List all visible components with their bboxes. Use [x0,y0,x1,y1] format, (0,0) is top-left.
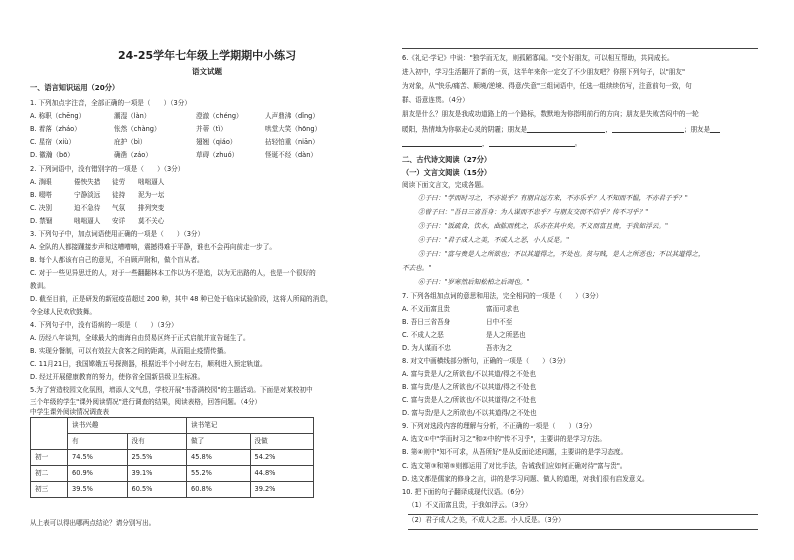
q6-line-5: 朋友是什么？朋友是我成功道路上的一个路标，数默地为你指明前行的方向；朋友是失败苦闷中的一轮 [402,110,699,118]
table-cell: 39.1% [127,466,187,482]
question-5: 5.为了营造校园文化氛围，增添人文气息，学校开展"书香满校园"的主题活动。下面是对某校初中 [30,386,313,394]
q2-d-2: 咄咄逼人 [74,217,101,225]
exam-title: 24-25学年七年级上学期期中小练习 [118,49,297,62]
answer-blank[interactable] [612,125,684,133]
table-col-header: 没有 [127,434,187,450]
q6-line-7 [402,139,581,147]
exam-subtitle: 语文试题 [192,67,222,76]
classical-text-5: ⑤子曰："富与贵是人之所欲也；不以其道得之，不处也。贫与贱，是人之所恶也；不以其道得之， [418,250,705,258]
q6-comma: ， [605,125,612,134]
section-heading-1: 一、语言知识运用（20分） [30,83,120,92]
q2-d-1: D. 禁锢 [30,217,53,225]
q1-b-2: 怅然（chàng） [114,125,161,133]
q2-c-3: 气氛 [112,204,126,212]
question-10: 10. 把下面的句子翻译成现代汉语。（6分） [402,488,528,496]
question-5-cont: 三个年级的学生"课外阅读情况"进行调查的结果，阅读表格，回答问题。（4分） [30,398,262,406]
q10-part-1: （1）不义而富且贵，于我如浮云。（3分） [408,501,532,509]
answer-blank[interactable] [489,139,575,147]
q3-option-c: C. 对于一些见异思迁的人，对于一些翻翻林本工作以为不是追，以为无出路的人，也是一个很好的 [30,269,316,277]
q2-d-4: 莫不关心 [138,217,165,225]
table-group-notes: 读书笔记 [187,418,314,434]
q4-option-c: C. 11月21日，我国嫦娥五号探测器，根据近半个小时左右，顺利进入预定轨道。 [30,360,267,368]
q1-a-1: A. 称职（chēng） [30,112,86,120]
q1-a-4: 人声鼎沸（dǐng） [265,112,319,120]
q6-text-2: ；朋友是 [683,125,711,134]
table-caption: 中学生课外阅读情况调查表 [30,408,110,416]
table-question: 从上表可以得出哪两点结论？请分别写出。 [30,519,156,527]
classical-text-4: ④子曰："君子成人之美，不成人之恶，小人反是。" [418,236,570,244]
classical-text-5-cont: 不去也。" [402,264,432,272]
q2-b-3: 徒持 [112,191,126,199]
q4-option-a: A. 历经八年谈判，全球最大的南海自由贸易区终于正式启航并宣告诞生了。 [30,334,250,342]
q3-option-d-cont: 令全球人民欢欣鼓舞。 [30,308,96,316]
q4-option-b: B. 实现分餐制，可以有效拉大食客之间的距离，从而阻止疫情传播。 [30,347,230,355]
q1-d-2: 确凿（záo） [114,151,152,159]
q1-d-1: D. 徽瀚（bō） [30,151,74,159]
table-row-header: 初一 [31,450,68,466]
classical-text-1: ①子曰："学而时习之，不亦说乎？有朋自远方来，不亦乐乎？人不知而不愠，不亦君子乎？" [418,194,688,202]
q2-a-4: 咄咄逼人 [138,178,165,186]
q1-b-3: 并蒂（tì） [196,125,227,133]
q6-comma-2: ， [482,139,489,148]
q8-option-d: D. 富与贵/是人之所欲也/不以其道得/之不处也 [402,409,537,417]
table-cell: 25.5% [127,450,187,466]
table-subheader-row [31,434,314,450]
section-heading-2: 二、古代诗文阅读（27分） [402,155,492,164]
q6-period: 。 [574,139,582,148]
table-col-header: 做了 [187,434,251,450]
q7-c-2: 是人之所恶也 [486,331,526,339]
subsection-heading: （一）文言文阅读（15分） [402,168,492,177]
q1-b-4: 哄堂大笑（hōng） [265,125,322,133]
q3-option-a: A. 全队的人都接踵接步声和这嘈嘈响，震撼得难于平静，谁也不会再向前走一步了。 [30,243,276,251]
q6-line-1: 6.《礼记·学记》中说："独学而无友，则孤陋寡闻。"交个好朋友，可以相互帮助，共同成长。 [402,54,674,62]
question-1: 1. 下列加点字注音，全部正确的一项是（ ）（3分） [30,99,191,107]
table-group-interest: 读书兴趣 [68,418,187,434]
answer-line[interactable] [408,514,758,515]
q1-d-3: 草碍（zhuó） [196,151,239,159]
q9-option-a: A. 选文①中"学而时习之"和②中的"传不习乎"，主要讲的是学习方法。 [402,435,606,443]
q1-c-2: 庇护（bì） [114,138,147,146]
q3-option-d: D. 截至目前，正是研发的新冠疫苗超过 200 种，其中 48 种已处于临床试验阶段，这将人所闻的消息， [30,295,333,303]
q2-d-3: 安详 [112,217,126,225]
answer-blank[interactable] [402,139,482,147]
q6-line-4: 群、语意连贯。（4分） [402,96,469,104]
q8-option-b: B. 富与贵/是人之所欲也/不以其道/得之不处也 [402,383,537,391]
q1-a-3: 澄澈（chéng） [196,112,243,120]
q9-option-b: B. 第④则中"知不可求，从吾所好"是从反面论述问题，主要讲的是学习态度。 [402,448,628,456]
table-cell: 60.5% [127,482,187,498]
q7-d-1: D. 为人谋而不忠 [402,344,451,352]
q7-c-1: C. 不成人之恶 [402,331,444,339]
q6-line-2: 进入初中，学习生活翻开了新的一页，这半年来你一定交了不少朋友吧？你照下列句子，以"朋友" [402,68,686,76]
question-7: 7. 下列各组加点词的意思和用法，完全相同的一项是（ ）（3分） [402,292,603,300]
q6-text: 暖阳，热情地为你驱走心灵的阴霾；朋友是 [402,125,528,134]
q7-b-1: B. 吾日三省吾身 [402,318,451,326]
q7-d-2: 吾亦为之 [486,344,513,352]
classical-text-3: ③子曰："饭疏食，饮水，曲肱而枕之，乐亦在其中矣。不义而富且贵，于我如浮云。" [418,222,669,230]
answer-line[interactable] [408,529,758,530]
q1-a-2: 潮湿（làn） [114,112,151,120]
question-9: 9. 下列对选段内容的理解与分析，不正确的一项是（ ）（3分） [402,422,596,430]
answer-blank[interactable] [527,125,605,133]
reading-survey-table [30,417,314,498]
table-cell: 60.9% [68,466,128,482]
q1-c-3: 翅翘（qiáo） [196,138,237,146]
q2-c-1: C. 决别 [30,204,52,212]
table-row [31,450,314,466]
question-8: 8. 对文中画横线部分断句，正确的一项是（ ）（3分） [402,357,570,365]
q7-a-2: 富而可求也 [486,305,519,313]
table-cell: 54.2% [250,450,314,466]
table-cell: 44.8% [250,466,314,482]
table-row-header: 初二 [31,466,68,482]
q8-option-a: A. 富与贵是人/之所欲也/不以其道/得之不处也 [402,370,536,378]
q1-d-4: 怪诞不经（dàn） [265,151,317,159]
table-cell: 39.5% [68,482,128,498]
classical-text-2: ②曾子曰："吾日三省吾身：为人谋而不忠乎？与朋友交而不信乎？传不习乎？" [418,208,649,216]
q2-b-4: 泥为一坛 [138,191,165,199]
q7-b-2: 日中不至 [486,318,513,326]
q2-b-1: B. 啜嗒 [30,191,52,199]
q2-a-2: 倦怏失措 [74,178,101,186]
q2-c-2: 迫不急待 [74,204,101,212]
table-row [31,466,314,482]
table-corner [31,418,68,450]
q4-option-d: D. 经过开展健康教育的努力，使你省全国新县级卫生标准。 [30,373,205,381]
q1-c-4: 拈轻怕重（niān） [265,138,319,146]
q2-b-2: 宁静淡远 [74,191,101,199]
q8-option-c: C. 富与贵是人之/所欲也/不以其道得/之不处也 [402,396,537,404]
table-cell: 55.2% [187,466,251,482]
question-2: 2. 下列词语中，没有错别字的一项是（ ）（3分） [30,165,185,173]
divider [402,48,758,49]
q2-c-4: 排列突变 [138,204,165,212]
q6-line-3: 为对象，从"快乐/痛苦、顺境/逆境、得意/失意"三组词语中，任选一组续续仿写，注意前句一致，句 [402,82,692,90]
answer-blank[interactable] [710,125,720,133]
q2-a-1: A. 淌眼 [30,178,52,186]
q1-c-1: C. 星宿（xiù） [30,138,76,146]
q3-option-c-cont: 教训。 [30,282,50,290]
reading-intro: 阅读下面文言文，完成各题。 [402,181,488,189]
q10-part-2: （2）君子成人之美，不成人之恶。小人反是。（3分） [408,516,565,524]
table-cell: 74.5% [68,450,128,466]
q2-a-3: 徒劳 [112,178,126,186]
q7-a-1: A. 不义而富且贵 [402,305,451,313]
q3-option-b: B. 每个人都该有自己的意见，不自顾声附和，做个盲从者。 [30,256,204,264]
classical-text-6: ⑥子曰："岁寒然后知松柏之后凋也。" [418,278,530,286]
table-cell: 39.2% [250,482,314,498]
table-cell: 45.8% [187,450,251,466]
q9-option-d: D. 选文都是儒家的修身之言，讲的是学习问题、做人的道理，对我们很有启发意义。 [402,475,649,483]
table-row-header: 初三 [31,482,68,498]
table-header-row [31,418,314,434]
q6-line-6 [402,125,720,133]
table-col-header: 有 [68,434,128,450]
table-row [31,482,314,498]
q1-b-1: B. 着落（zháo） [30,125,81,133]
question-3: 3. 下列句子中，加点词语使用正确的一项是（ ）（3分） [30,230,205,238]
table-col-header: 没做 [250,434,314,450]
question-4: 4. 下列句子中，没有语病的一项是（ ）（3分） [30,321,178,329]
q9-option-c: C. 选文第③和第⑤则都运用了对比手法，告诫我们应如何正确对待"富与贵"。 [402,462,627,470]
table-cell: 60.8% [187,482,251,498]
